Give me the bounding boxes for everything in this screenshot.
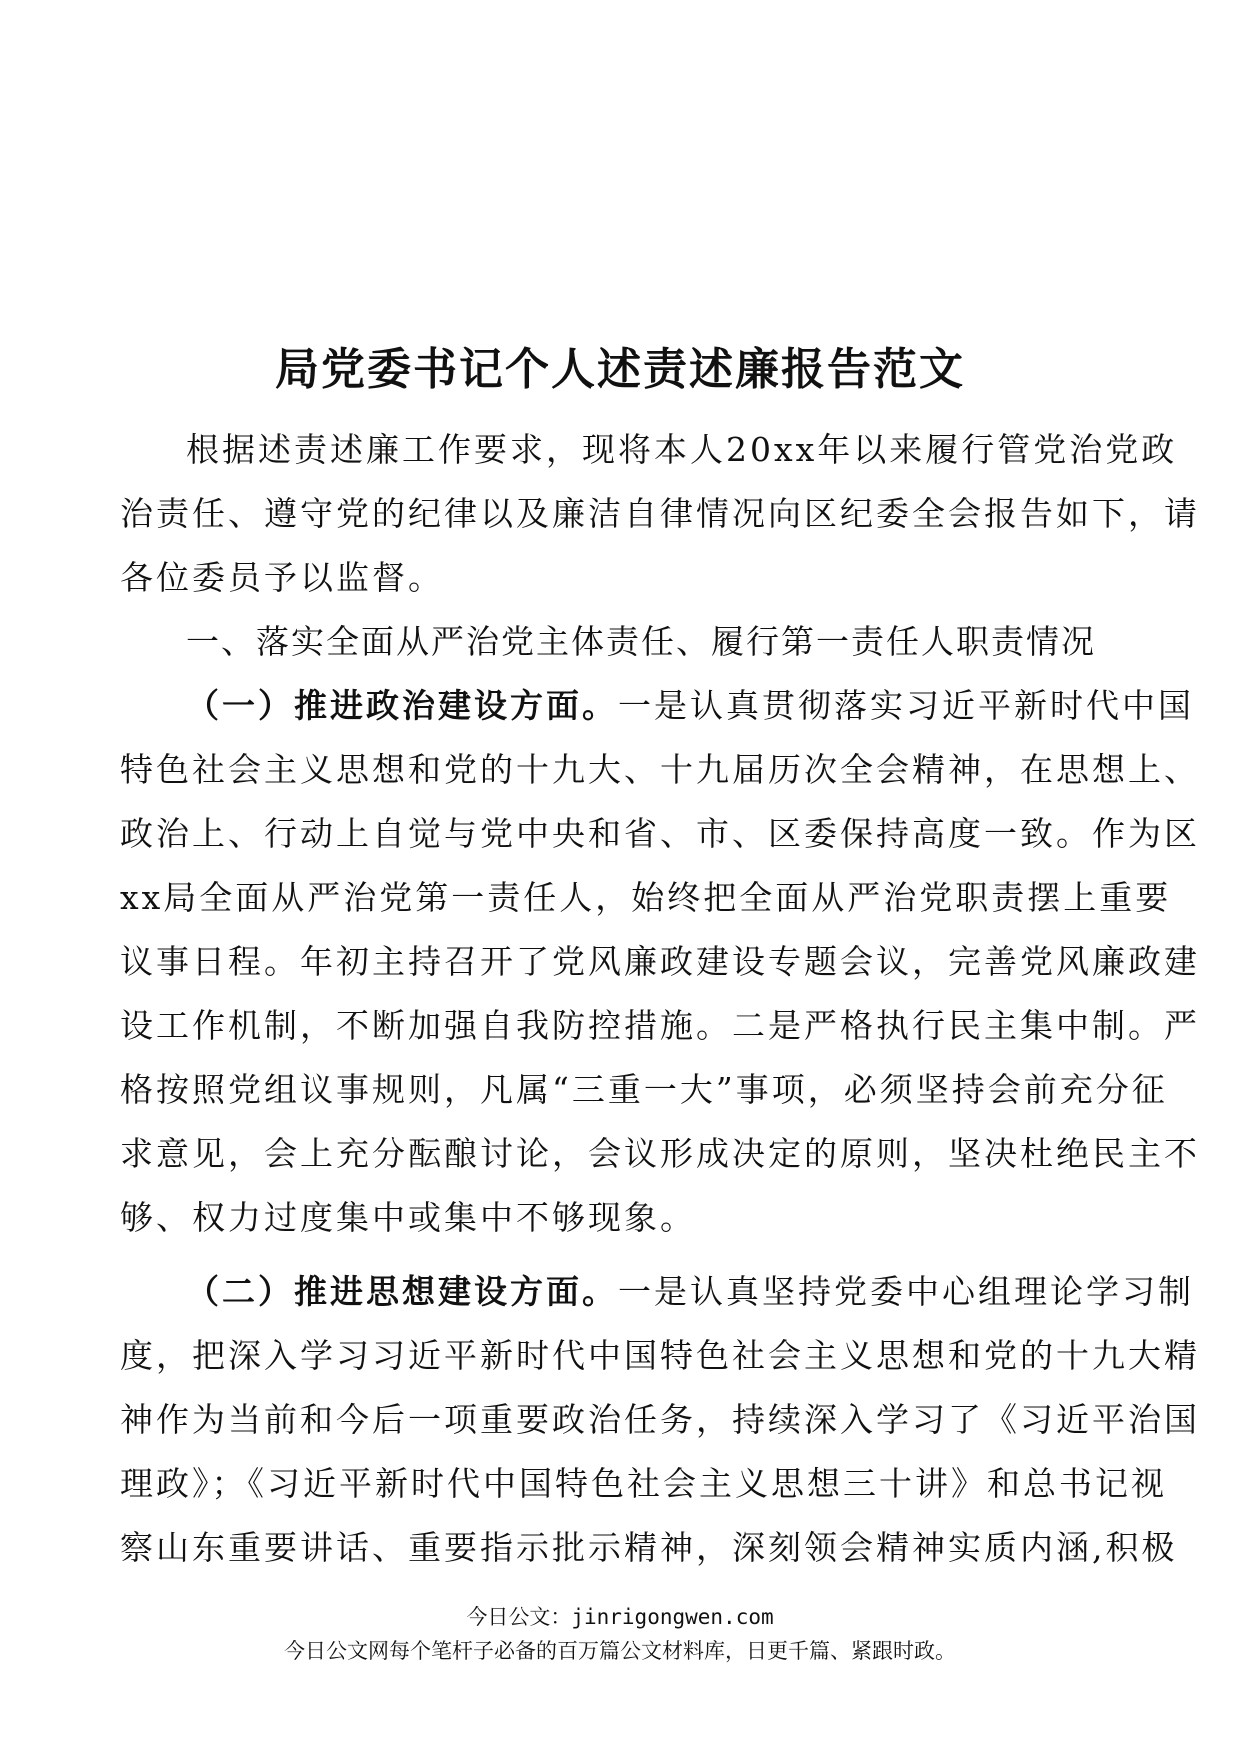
- subsection-1-first-line-text: 一是认真贯彻落实习近平新时代中国: [618, 686, 1194, 725]
- subsection-1-line: 格按照党组议事规则，凡属“三重一大”事项，必须坚持会前充分征: [120, 1070, 1168, 1109]
- subsection-2-line: 度，把深入学习习近平新时代中国特色社会主义思想和党的十九大精: [120, 1336, 1200, 1375]
- subsection-1-line: 够、权力过度集中或集中不够现象。: [120, 1198, 696, 1237]
- subsection-2-line: 察山东重要讲话、重要指示批示精神，深刻领会精神实质内涵,积极: [120, 1528, 1178, 1567]
- subsection-1-line: xx局全面从严治党第一责任人，始终把全面从严治党职责摆上重要: [120, 878, 1172, 917]
- document-title: 局党委书记个人述责述廉报告范文: [275, 344, 965, 395]
- intro-line-1: 根据述责述廉工作要求，现将本人20xx年以来履行管党治党政: [186, 430, 1178, 469]
- subsection-1-line: 政治上、行动上自觉与党中央和省、市、区委保持高度一致。作为区: [120, 814, 1200, 853]
- subsection-1-line: 求意见，会上充分酝酿讨论，会议形成决定的原则，坚决杜绝民主不: [120, 1134, 1200, 1173]
- subsection-1-heading: （一）推进政治建设方面。: [186, 686, 618, 725]
- footer-site: [0, 1600, 1240, 1634]
- footer-site-url[interactable]: jinrigongwen.com: [571, 1605, 774, 1629]
- subsection-1-line: 议事日程。年初主持召开了党风廉政建设专题会议，完善党风廉政建: [120, 942, 1200, 981]
- footer-slogan: 今日公文网每个笔杆子必备的百万篇公文材料库，日更千篇、紧跟时政。: [284, 1639, 956, 1663]
- intro-line-3: 各位委员予以监督。: [120, 558, 444, 597]
- document-body: [120, 418, 1200, 1580]
- page-footer: [0, 1600, 1240, 1668]
- subsection-2-first-line: [120, 1260, 1194, 1324]
- subsection-2-line: 理政》；《习近平新时代中国特色社会主义思想三十讲》和总书记视: [120, 1464, 1167, 1503]
- subsection-2-first-line-text: 一是认真坚持党委中心组理论学习制: [618, 1272, 1194, 1311]
- intro-line-2: 治责任、遵守党的纪律以及廉洁自律情况向区纪委全会报告如下，请: [120, 494, 1200, 533]
- section-heading-1: 一、落实全面从严治党主体责任、履行第一责任人职责情况: [186, 622, 1096, 661]
- subsection-1-line: 特色社会主义思想和党的十九大、十九届历次全会精神，在思想上、: [120, 750, 1200, 789]
- subsection-1-first-line: [120, 674, 1194, 738]
- subsection-1-line: 设工作机制，不断加强自我防控措施。二是严格执行民主集中制。严: [120, 1006, 1200, 1045]
- subsection-2-line: 神作为当前和今后一项重要政治任务，持续深入学习了《习近平治国: [120, 1400, 1200, 1439]
- footer-site-label: 今日公文：: [466, 1605, 572, 1629]
- paragraph-gap: [120, 1250, 1120, 1260]
- subsection-2-heading: （二）推进思想建设方面。: [186, 1272, 618, 1311]
